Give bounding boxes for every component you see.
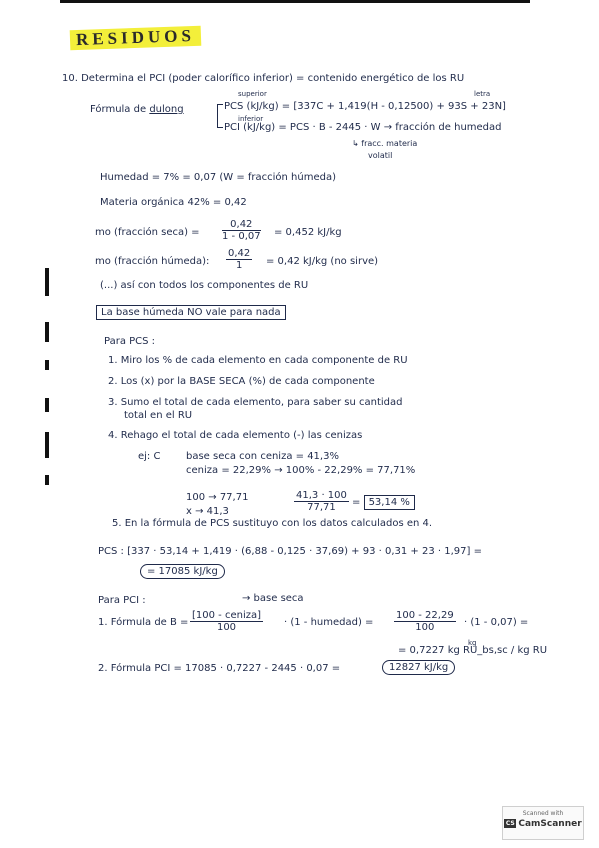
- camscanner-icon: CS: [505, 820, 515, 827]
- camscanner-stamp: [502, 806, 584, 840]
- example-base-seca: base seca con ceniza = 41,3%: [186, 451, 339, 462]
- page-top-edge: [60, 0, 530, 3]
- para-pci-heading: Para PCI :: [98, 595, 146, 606]
- volatil-note: volatil: [368, 151, 393, 160]
- mo-seca-label: mo (fracción seca) =: [95, 227, 200, 238]
- example-result: = 53,14 %: [352, 497, 415, 509]
- example-row-2: x → 41,3: [186, 506, 229, 517]
- margin-mark: [45, 398, 49, 412]
- mo-seca-fraction: $\frac{0,42}{1 - 0,07}$: [222, 219, 261, 242]
- b-result: = 0,7227 kg RU_bs,sc / kg RU: [398, 645, 548, 656]
- superior-label: superior: [238, 90, 267, 98]
- b-fraction: [100 - ceniza] 100: [192, 610, 261, 633]
- base-humeda-note: La base húmeda NO vale para nada: [96, 307, 286, 319]
- dulong-prefix: Fórmula de dulong: [90, 104, 184, 115]
- mo-seca-result: = 0,452 kJ/kg: [274, 227, 342, 238]
- margin-mark: [45, 360, 49, 370]
- pci-step-1-label: 1. Fórmula de B =: [98, 617, 189, 628]
- dulong-name: dulong: [149, 104, 184, 115]
- question: [62, 73, 464, 85]
- pcs-formula: PCS (kJ/kg) = [337C + 1,419(H - 0,12500) + 93S + 23N]: [224, 101, 506, 112]
- pcs-result: = 17085 kJ/kg: [140, 566, 225, 578]
- b-fraction-values: $\frac{100 - 22,29}{100}$: [396, 610, 454, 633]
- materia-organica-line: Materia orgánica 42% = 0,42: [100, 197, 247, 208]
- margin-mark: [45, 322, 49, 342]
- dulong-bracket: [217, 104, 223, 128]
- step-5: 5. En la fórmula de PCS sustituyo con los datos calculados en 4.: [112, 518, 433, 529]
- kg-note: kg: [468, 639, 477, 647]
- mo-humeda-fraction: $\frac{0,42}{1}$: [228, 248, 251, 271]
- letra-note: letra: [474, 90, 491, 98]
- question-number: 10.: [62, 73, 78, 84]
- step-4: 4. Rehago el total de cada elemento (-) las cenizas: [108, 430, 363, 441]
- margin-mark: [45, 432, 49, 458]
- example-calc: $\frac{41,3 \cdot 100}{77,71}$: [296, 490, 347, 513]
- inferior-label: inferior: [238, 115, 264, 123]
- mo-humeda-result: = 0,42 kJ/kg (no sirve): [266, 256, 379, 267]
- margin-mark: [45, 475, 49, 485]
- humedad-line: Humedad = 7% = 0,07 (W = fracción húmeda): [100, 172, 336, 183]
- pci-step-2-label: 2. Fórmula PCI = 17085 · 0,7227 - 2445 · 0,07 =: [98, 663, 341, 674]
- b-humedad-values: · (1 - 0,07) =: [464, 617, 529, 628]
- scanned-with-label: Scanned with: [522, 810, 564, 817]
- pci-result: 12827 kJ/kg: [382, 662, 455, 674]
- step-2: 2. Los (x) por la BASE SECA (%) de cada componente: [108, 376, 375, 387]
- example-row-1: 100 → 77,71: [186, 492, 249, 503]
- asi-todos-line: (...) así con todos los componentes de RU: [100, 280, 309, 291]
- mo-humeda-label: mo (fracción húmeda):: [95, 256, 210, 267]
- step-3-cont: total en el RU: [124, 410, 193, 421]
- camscanner-logo: CS CamScanner: [505, 819, 582, 829]
- b-humedad: · (1 - humedad) =: [284, 617, 374, 628]
- example-ceniza: ceniza = 22,29% → 100% - 22,29% = 77,71%: [186, 465, 416, 476]
- para-pcs-heading: Para PCS :: [104, 336, 156, 347]
- pci-formula: PCI (kJ/kg) = PCS · B - 2445 · W → fracción de humedad: [224, 122, 502, 133]
- frac-materia-note: ↳ fracc. materia: [352, 139, 418, 148]
- step-3: 3. Sumo el total de cada elemento, para saber su cantidad: [108, 397, 403, 408]
- margin-mark: [45, 268, 49, 296]
- question-text: Determina el PCI (poder calorífico inferior) = contenido energético de los RU: [81, 73, 465, 84]
- pcs-calculation: PCS : [337 · 53,14 + 1,419 · (6,88 - 0,125 · 37,69) + 93 · 0,31 + 23 · 1,97] =: [98, 546, 482, 557]
- step-1: 1. Miro los % de cada elemento en cada componente de RU: [108, 355, 408, 366]
- base-seca-note: → base seca: [242, 593, 304, 604]
- example-prefix: ej: C: [138, 451, 161, 462]
- page-title: RESIDUOS: [70, 26, 202, 51]
